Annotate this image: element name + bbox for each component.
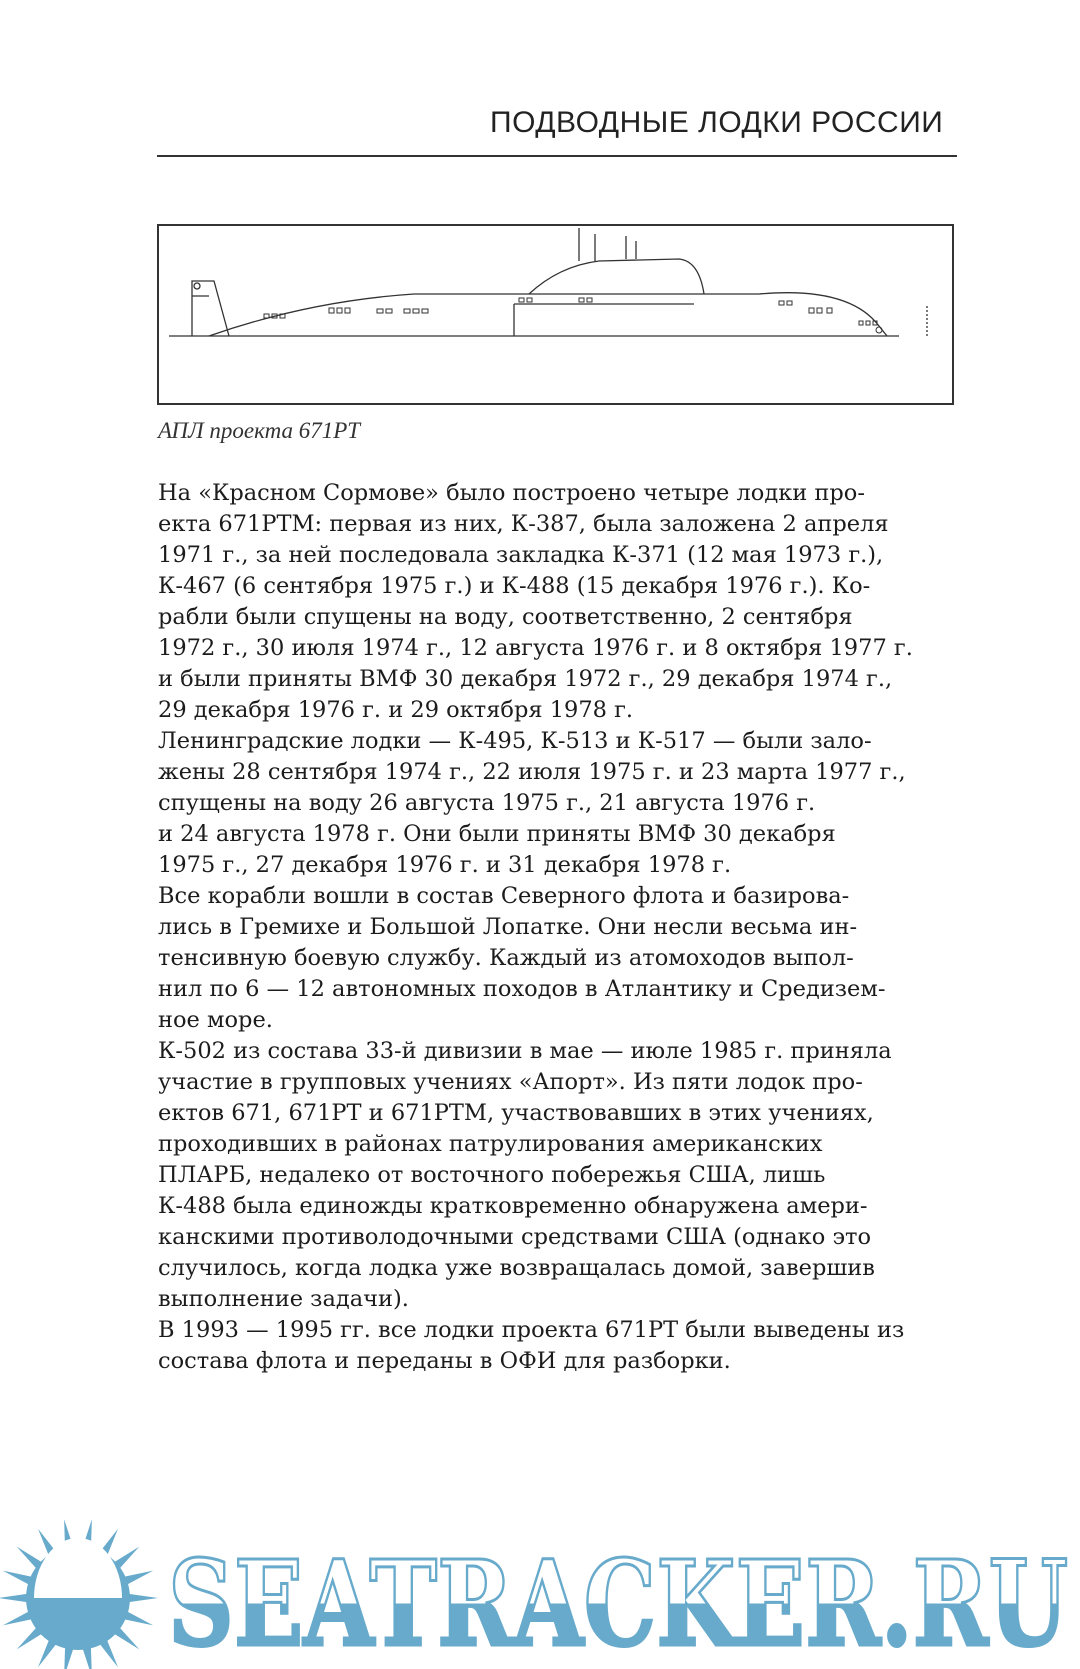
seatracker-watermark	[0, 1500, 1080, 1669]
text-line: рабли были спущены на воду, соответственно, 2 сентября	[158, 604, 853, 630]
text-line: 1972 г., 30 июля 1974 г., 12 августа 1976 г. и 8 октября 1977 г.	[158, 635, 913, 661]
header-rule	[157, 155, 957, 157]
text-line: ное море.	[158, 1007, 273, 1033]
text-line: спущены на воду 26 августа 1975 г., 21 августа 1976 г.	[158, 790, 816, 816]
text-line: 1975 г., 27 декабря 1976 г. и 31 декабря 1978 г.	[158, 852, 732, 878]
text-line: и 24 августа 1978 г. Они были приняты ВМФ 30 декабря	[158, 821, 836, 847]
text-line: жены 28 сентября 1974 г., 22 июля 1975 г. и 23 марта 1977 г.,	[158, 759, 906, 785]
text-line: Все корабли вошли в состав Северного флота и базирова-	[158, 883, 850, 909]
text-line: нил по 6 — 12 автономных походов в Атлантику и Средизем-	[158, 976, 886, 1002]
text-line: К-467 (6 сентября 1975 г.) и К-488 (15 декабря 1976 г.). Ко-	[158, 573, 871, 599]
text-line: состава флота и переданы в ОФИ для разборки.	[158, 1348, 731, 1374]
watermark-text: SEATRACKER.RU	[168, 1534, 1068, 1669]
text-line: В 1993 — 1995 гг. все лодки проекта 671РТ были выведены из	[158, 1317, 905, 1343]
text-line: К-502 из состава 33-й дивизии в мае — июле 1985 г. приняла	[158, 1038, 892, 1064]
text-line: На «Красном Сормове» было построено четыре лодки про-	[158, 480, 865, 506]
submarine-profile-illustration	[159, 226, 956, 407]
text-line: екта 671РТМ: первая из них, К-387, была заложена 2 апреля	[158, 511, 889, 537]
text-line: и были приняты ВМФ 30 декабря 1972 г., 29 декабря 1974 г.,	[158, 666, 893, 692]
text-line: 1971 г., за ней последовала закладка К-371 (12 мая 1973 г.),	[158, 542, 884, 568]
text-line: Ленинградские лодки — К-495, К-513 и К-517 — были зало-	[158, 728, 872, 754]
text-line: участие в групповых учениях «Апорт». Из пяти лодок про-	[158, 1069, 863, 1095]
text-line: случилось, когда лодка уже возвращалась домой, завершив	[158, 1255, 875, 1281]
text-line: 29 декабря 1976 г. и 29 октября 1978 г.	[158, 697, 634, 723]
running-header: ПОДВОДНЫЕ ЛОДКИ РОССИИ	[490, 106, 944, 139]
sun-icon	[0, 1519, 158, 1669]
body-text	[158, 478, 958, 1377]
text-line: тенсивную боевую службу. Каждый из атомоходов выпол-	[158, 945, 854, 971]
text-line: проходивших в районах патрулирования американских	[158, 1131, 823, 1157]
text-line: выполнение задачи).	[158, 1286, 409, 1312]
text-line: лись в Гремихе и Большой Лопатке. Они несли весьма ин-	[158, 914, 858, 940]
text-line: канскими противолодочными средствами США (однако это	[158, 1224, 872, 1250]
text-line: ПЛАРБ, недалеко от восточного побережья США, лишь	[158, 1162, 826, 1188]
submarine-drawing	[157, 224, 954, 405]
figure-caption: АПЛ проекта 671РТ	[158, 418, 361, 443]
text-line: ектов 671, 671РТ и 671РТМ, участвовавших в этих учениях,	[158, 1100, 874, 1126]
text-line: К-488 была единожды кратковременно обнаружена амери-	[158, 1193, 868, 1219]
